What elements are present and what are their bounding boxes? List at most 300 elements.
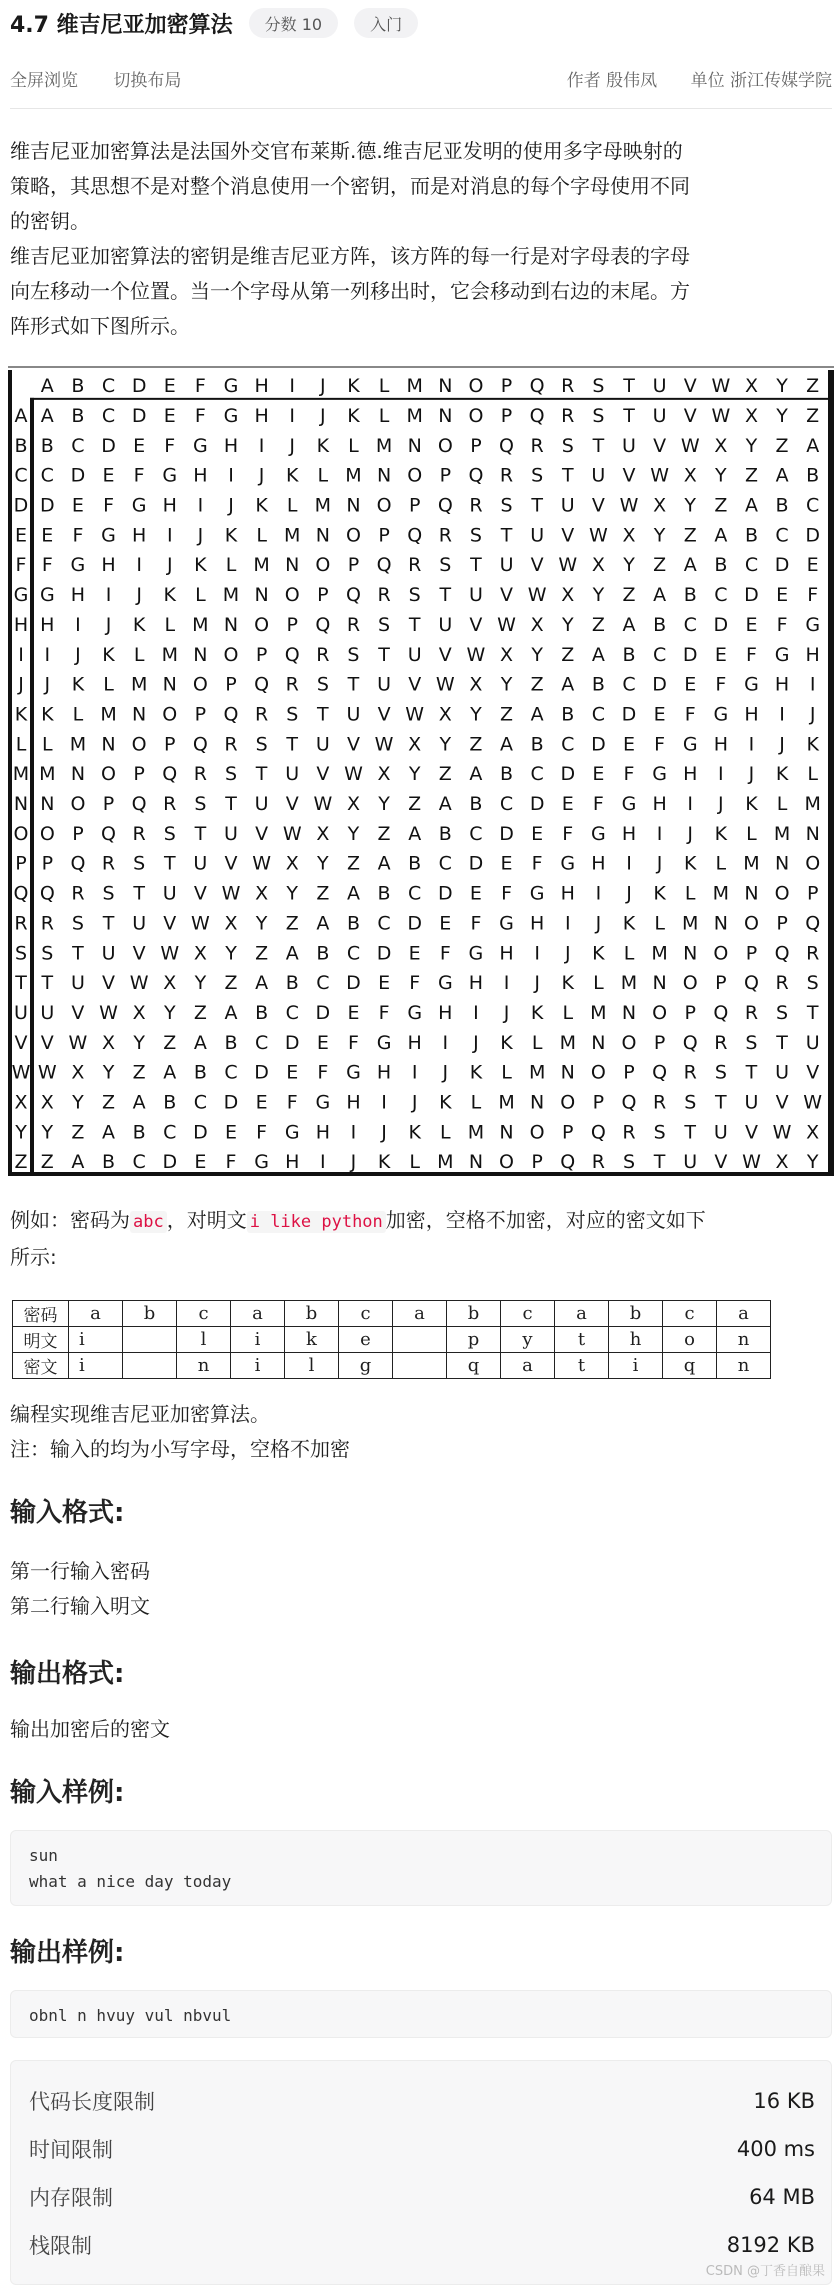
square-cell-letter: F (592, 793, 604, 816)
square-cell-letter: D (254, 1061, 269, 1084)
table-cell: c (663, 1301, 717, 1327)
square-cell-letter: B (653, 613, 667, 636)
table-cell (123, 1327, 177, 1353)
square-divider-vertical (30, 398, 34, 1176)
square-cell-letter: W (344, 763, 363, 786)
square-cell-letter: E (684, 673, 697, 696)
example-table (12, 1300, 771, 1379)
square-cell-letter: Z (163, 1031, 177, 1054)
square-cell-letter: X (438, 703, 452, 726)
table-row-label: 密码 (13, 1301, 69, 1327)
square-cell-letter: I (503, 972, 510, 995)
square-cell-letter: F (164, 434, 176, 457)
square-cell-letter: V (530, 554, 544, 577)
level-badge: 入门 (354, 8, 418, 38)
square-cell-letter: Z (775, 434, 789, 457)
limit-value: 400 ms (736, 2137, 815, 2161)
square-cell-letter: T (776, 1031, 788, 1054)
square-cell-letter: D (652, 673, 667, 696)
square-cell-letter: G (101, 524, 116, 547)
square-header-letter: K (347, 375, 360, 398)
square-cell-letter: V (561, 524, 575, 547)
square-cell-letter: C (499, 793, 514, 816)
square-cell-letter: Q (407, 524, 423, 547)
square-cell-letter: R (285, 673, 299, 696)
square-cell-letter: K (683, 852, 697, 875)
square-cell-letter: C (254, 1031, 269, 1054)
square-cell-letter: C (101, 404, 116, 427)
square-cell-letter: E (653, 703, 666, 726)
square-cell-letter: A (744, 494, 758, 517)
square-cell-letter: K (224, 524, 238, 547)
square-cell-letter: A (438, 793, 452, 816)
square-cell-letter: G (774, 643, 790, 666)
square-cell-letter: Z (561, 643, 575, 666)
square-cell-letter: F (776, 613, 788, 636)
intro-line: 向左移动一个位置。当一个字母从第一列移出时，它会移动到右边的末尾。方 (10, 279, 690, 303)
square-header-letter: V (683, 375, 697, 398)
square-cell-letter: P (286, 613, 298, 636)
square-cell-letter: N (560, 1061, 575, 1084)
square-cell-letter: F (439, 942, 451, 965)
square-cell-letter: L (562, 1001, 574, 1024)
square-cell-letter: W (313, 793, 333, 816)
unit-label: 单位 浙江传媒学院 (690, 70, 832, 91)
square-cell-letter: F (470, 912, 482, 935)
square-cell-letter: X (714, 434, 728, 457)
square-cell-letter: C (591, 703, 606, 726)
square-cell-letter: Q (284, 643, 300, 666)
square-cell-letter: S (439, 554, 452, 577)
square-cell-letter: D (70, 464, 86, 487)
square-cell-letter: I (473, 1001, 479, 1024)
square-cell-letter: Q (437, 494, 453, 517)
square-cell-letter: R (438, 524, 452, 547)
square-cell-letter: Q (774, 942, 790, 965)
square-row-letter: G (13, 584, 29, 607)
problem-toolbar (10, 66, 832, 90)
square-cell-letter: K (653, 882, 666, 905)
square-cell-letter: I (687, 793, 694, 816)
square-cell-letter: T (623, 404, 635, 427)
square-cell-letter: I (656, 822, 663, 845)
square-cell-letter: Y (194, 972, 207, 995)
square-cell-letter: X (377, 763, 391, 786)
square-cell-letter: J (258, 464, 265, 487)
square-cell-letter: O (682, 972, 698, 995)
square-cell-letter: V (255, 822, 269, 845)
square-cell-letter: X (561, 584, 575, 607)
square-cell-letter: C (744, 554, 759, 577)
square-cell-letter: R (224, 733, 238, 756)
square-cell-letter: Y (439, 733, 452, 756)
square-cell-letter: Z (40, 1151, 54, 1174)
square-cell-letter: T (408, 613, 421, 636)
square-cell-letter: N (346, 494, 361, 517)
square-row-letter: A (14, 404, 28, 427)
square-cell-letter: R (469, 494, 483, 517)
square-cell-letter: C (652, 643, 667, 666)
square-cell-letter: C (224, 1061, 238, 1084)
square-cell-letter: I (289, 404, 296, 427)
square-header-letter: S (592, 375, 605, 398)
square-cell-letter: G (805, 613, 821, 636)
square-cell-letter: L (225, 554, 237, 577)
square-cell-letter: B (744, 524, 758, 547)
square-cell-letter: E (500, 852, 513, 875)
square-cell-letter: H (40, 613, 55, 636)
square-cell-letter: I (197, 494, 204, 517)
square-cell-letter: O (376, 494, 392, 517)
square-cell-letter: D (805, 524, 821, 547)
table-cell: c (177, 1301, 231, 1327)
square-cell-letter: P (806, 882, 819, 905)
square-row-letter: L (15, 733, 27, 756)
square-cell-letter: F (103, 494, 115, 517)
square-header-letter: M (406, 375, 423, 398)
square-cell-letter: N (162, 673, 177, 696)
square-cell-letter: B (285, 972, 299, 995)
limit-row (29, 2134, 815, 2164)
square-cell-letter: C (561, 733, 575, 756)
square-cell-letter: G (315, 1091, 331, 1114)
square-cell-letter: B (132, 1121, 146, 1144)
square-cell-letter: N (468, 1151, 484, 1174)
square-cell-letter: L (715, 852, 727, 875)
square-cell-letter: C (71, 434, 85, 457)
square-cell-letter: A (102, 1121, 116, 1144)
square-cell-letter: F (715, 673, 727, 696)
square-cell-letter: M (100, 703, 117, 726)
square-cell-letter: C (714, 584, 728, 607)
square-cell-letter: F (194, 404, 206, 427)
square-cell-letter: P (133, 763, 145, 786)
square-cell-letter: D (499, 822, 514, 845)
square-cell-letter: M (773, 822, 791, 845)
square-cell-letter: O (192, 673, 208, 696)
table-cell: c (339, 1301, 393, 1327)
square-cell-letter: M (345, 464, 362, 487)
square-cell-letter: E (102, 464, 115, 487)
square-cell-letter: W (435, 673, 455, 696)
square-cell-letter: V (316, 763, 330, 786)
square-cell-letter: T (72, 942, 84, 965)
square-cell-letter: R (193, 763, 207, 786)
square-cell-letter: Y (347, 822, 360, 845)
square-row-letter: O (13, 822, 29, 845)
square-cell-letter: V (744, 1121, 758, 1144)
square-cell-letter: R (806, 942, 820, 965)
square-cell-letter: O (499, 1151, 515, 1174)
square-cell-letter: C (193, 1091, 208, 1114)
square-cell-letter: R (683, 1061, 697, 1084)
square-cell-letter: P (72, 822, 84, 845)
square-cell-letter: M (620, 972, 638, 995)
square-cell-letter: A (132, 1091, 146, 1114)
square-cell-letter: S (255, 733, 268, 756)
square-cell-letter: K (41, 703, 54, 726)
square-header-letter: A (40, 375, 54, 398)
square-row-letter: X (14, 1091, 28, 1114)
square-cell-letter: L (286, 494, 298, 517)
square-cell-letter: T (806, 1001, 819, 1024)
square-cell-letter: W (129, 972, 149, 995)
square-cell-letter: V (377, 703, 391, 726)
square-cell-letter: M (498, 1091, 515, 1114)
square-cell-letter: J (197, 524, 204, 547)
square-cell-letter: H (193, 464, 208, 487)
square-cell-letter: M (192, 613, 209, 636)
square-cell-letter: J (289, 434, 296, 457)
table-cell: l (285, 1353, 339, 1379)
problem-title: 4.7 维吉尼亚加密算法 (10, 12, 233, 38)
output-format-body (10, 1712, 170, 1747)
square-cell-letter: E (776, 584, 789, 607)
square-cell-letter: B (591, 673, 605, 696)
square-cell-letter: P (317, 584, 329, 607)
square-cell-letter: P (164, 733, 176, 756)
square-cell-letter: J (473, 1031, 479, 1054)
square-cell-letter: D (437, 882, 453, 905)
square-cell-letter: S (71, 912, 84, 935)
square-cell-letter: V (132, 942, 146, 965)
square-header-letter: G (223, 375, 239, 398)
square-cell-letter: N (774, 852, 790, 875)
intro-line: 的密钥。 (10, 209, 90, 233)
task-description (10, 1397, 350, 1467)
square-cell-letter: S (316, 673, 329, 696)
square-cell-letter: I (381, 1091, 387, 1114)
square-cell-letter: H (683, 763, 698, 786)
table-cell: n (177, 1353, 231, 1379)
square-cell-letter: K (806, 733, 819, 756)
square-cell-letter: B (683, 584, 697, 607)
square-cell-letter: K (714, 822, 728, 845)
square-cell-letter: T (194, 822, 207, 845)
square-cell-letter: H (438, 1001, 453, 1024)
square-cell-letter: W (405, 703, 425, 726)
square-cell-letter: Z (102, 1091, 116, 1114)
square-cell-letter: R (561, 404, 575, 427)
square-cell-letter: C (806, 494, 820, 517)
square-cell-letter: Y (255, 912, 268, 935)
example-part: 所示: (10, 1245, 57, 1269)
table-cell: i (69, 1353, 123, 1379)
square-cell-letter: M (222, 584, 240, 607)
input-format-line: 第二行输入明文 (10, 1594, 150, 1618)
table-row-label: 密文 (13, 1353, 69, 1379)
square-cell-letter: P (592, 1091, 605, 1114)
square-cell-letter: T (41, 972, 54, 995)
example-part: 加密，空格不加密，对应的密文如下 (385, 1208, 706, 1232)
square-cell-letter: A (40, 404, 54, 427)
square-cell-letter: X (469, 673, 483, 696)
table-cell: g (339, 1353, 393, 1379)
table-cell (393, 1353, 447, 1379)
problem-header (10, 8, 830, 38)
square-cell-letter: O (621, 1031, 637, 1054)
square-cell-letter: Q (499, 434, 515, 457)
table-cell (393, 1327, 447, 1353)
square-cell-letter: W (588, 524, 608, 547)
limit-row (29, 2086, 815, 2116)
square-cell-letter: L (348, 434, 359, 457)
switch-layout-link[interactable]: 切换布局 (113, 70, 182, 91)
square-cell-letter: P (102, 793, 115, 816)
square-cell-letter: M (437, 1151, 454, 1174)
square-cell-letter: B (500, 763, 514, 786)
table-cell: a (231, 1301, 285, 1327)
square-cell-letter: D (346, 972, 361, 995)
square-cell-letter: P (500, 404, 513, 427)
square-cell-letter: H (621, 822, 637, 845)
sample-output-code[interactable] (10, 1990, 832, 2038)
square-cell-letter: G (713, 703, 729, 726)
square-cell-letter: Y (806, 1151, 819, 1174)
square-cell-letter: L (746, 822, 757, 845)
square-cell-letter: U (101, 942, 116, 965)
square-cell-letter: F (807, 584, 819, 607)
square-cell-letter: G (652, 763, 667, 786)
square-cell-letter: I (350, 1121, 357, 1144)
square-cell-letter: K (622, 912, 636, 935)
square-cell-letter: I (105, 584, 112, 607)
square-cell-letter: P (225, 673, 237, 696)
square-cell-letter: T (470, 554, 482, 577)
limit-row (29, 2230, 815, 2260)
table-cell (123, 1353, 177, 1379)
square-cell-letter: N (621, 1001, 637, 1024)
csdn-watermark: CSDN @丁香自酿果 (705, 2264, 825, 2279)
square-cell-letter: X (500, 643, 514, 666)
square-cell-letter: N (315, 524, 330, 547)
square-cell-letter: S (561, 434, 574, 457)
sample-input-code[interactable] (10, 1830, 832, 1906)
square-cell-letter: P (347, 554, 360, 577)
square-cell-letter: X (683, 464, 697, 487)
square-cell-letter: H (591, 852, 606, 875)
square-cell-letter: H (70, 584, 86, 607)
square-cell-letter: C (683, 613, 697, 636)
limit-value: 64 MB (749, 2185, 815, 2209)
square-cell-letter: P (439, 464, 452, 487)
table-cell: t (555, 1353, 609, 1379)
square-cell-letter: J (534, 972, 540, 995)
square-cell-letter: X (40, 1091, 54, 1114)
square-cell-letter: K (285, 464, 299, 487)
square-cell-letter: K (377, 1151, 391, 1174)
square-cell-letter: L (378, 404, 390, 427)
square-cell-letter: V (806, 1061, 820, 1084)
square-cell-letter: H (713, 733, 728, 756)
square-cell-letter: W (497, 613, 516, 636)
square-cell-letter: W (374, 733, 394, 756)
square-cell-letter: P (41, 852, 54, 875)
square-cell-letter: D (529, 793, 545, 816)
square-cell-letter: E (378, 972, 391, 995)
square-row-letter: J (18, 673, 24, 696)
square-cell-letter: O (162, 703, 178, 726)
square-cell-letter: M (743, 852, 760, 875)
square-cell-letter: F (623, 763, 635, 786)
square-cell-letter: V (224, 852, 238, 875)
square-cell-letter: W (466, 643, 486, 666)
square-cell-letter: N (40, 793, 55, 816)
square-cell-letter: E (224, 1121, 238, 1144)
square-cell-letter: Q (682, 1031, 698, 1054)
square-cell-letter: F (347, 1031, 359, 1054)
square-cell-letter: M (69, 733, 87, 756)
table-cell: h (609, 1327, 663, 1353)
square-cell-letter: N (223, 613, 239, 636)
example-plain-code: i like python (247, 1211, 386, 1233)
square-row-letter: H (13, 613, 29, 636)
square-cell-letter: D (591, 733, 606, 756)
square-cell-letter: E (469, 882, 482, 905)
square-cell-letter: T (715, 1091, 727, 1114)
square-row-letter: P (15, 852, 27, 875)
square-cell-letter: Z (653, 554, 667, 577)
square-cell-letter: Z (744, 464, 758, 487)
square-cell-letter: E (561, 793, 574, 816)
square-cell-letter: W (680, 434, 700, 457)
square-cell-letter: F (378, 1001, 390, 1024)
square-cell-letter: E (439, 912, 452, 935)
square-cell-letter: Q (223, 703, 239, 726)
square-cell-letter: H (346, 1091, 361, 1114)
square-cell-letter: L (440, 1121, 451, 1144)
square-cell-letter: Q (805, 912, 821, 935)
square-cell-letter: I (534, 942, 540, 965)
square-header-letter: I (289, 375, 296, 398)
square-cell-letter: X (224, 912, 238, 935)
table-cell: i (69, 1327, 123, 1353)
square-cell-letter: A (714, 524, 728, 547)
square-cell-letter: Y (378, 793, 390, 816)
square-cell-letter: P (684, 1001, 696, 1024)
square-cell-letter: T (592, 434, 605, 457)
fullscreen-link[interactable]: 全屏浏览 (10, 70, 78, 91)
square-cell-letter: Q (345, 584, 361, 607)
square-cell-letter: Z (408, 793, 422, 816)
square-cell-letter: C (530, 763, 544, 786)
square-cell-letter: G (499, 912, 514, 935)
square-cell-letter: V (775, 1091, 789, 1114)
square-cell-letter: F (654, 733, 666, 756)
table-cell: t (555, 1327, 609, 1353)
square-cell-letter: X (744, 404, 758, 427)
square-cell-letter: J (748, 763, 755, 786)
square-cell-letter: H (162, 494, 177, 517)
square-cell-letter: H (530, 912, 545, 935)
square-cell-letter: Q (560, 1151, 576, 1174)
square-cell-letter: C (622, 673, 636, 696)
square-cell-letter: M (682, 912, 699, 935)
square-row-letter: R (14, 912, 28, 935)
square-cell-letter: Q (376, 554, 392, 577)
square-cell-letter: M (314, 494, 332, 517)
square-left-bar (8, 370, 12, 1176)
square-cell-letter: T (531, 494, 543, 517)
square-cell-letter: Z (316, 882, 330, 905)
square-cell-letter: V (285, 793, 299, 816)
square-cell-letter: A (775, 464, 789, 487)
square-cell-letter: G (39, 584, 55, 607)
square-cell-letter: B (775, 494, 789, 517)
square-cell-letter: J (166, 554, 173, 577)
limit-value: 8192 KB (726, 2233, 815, 2257)
square-cell-letter: D (131, 404, 147, 427)
